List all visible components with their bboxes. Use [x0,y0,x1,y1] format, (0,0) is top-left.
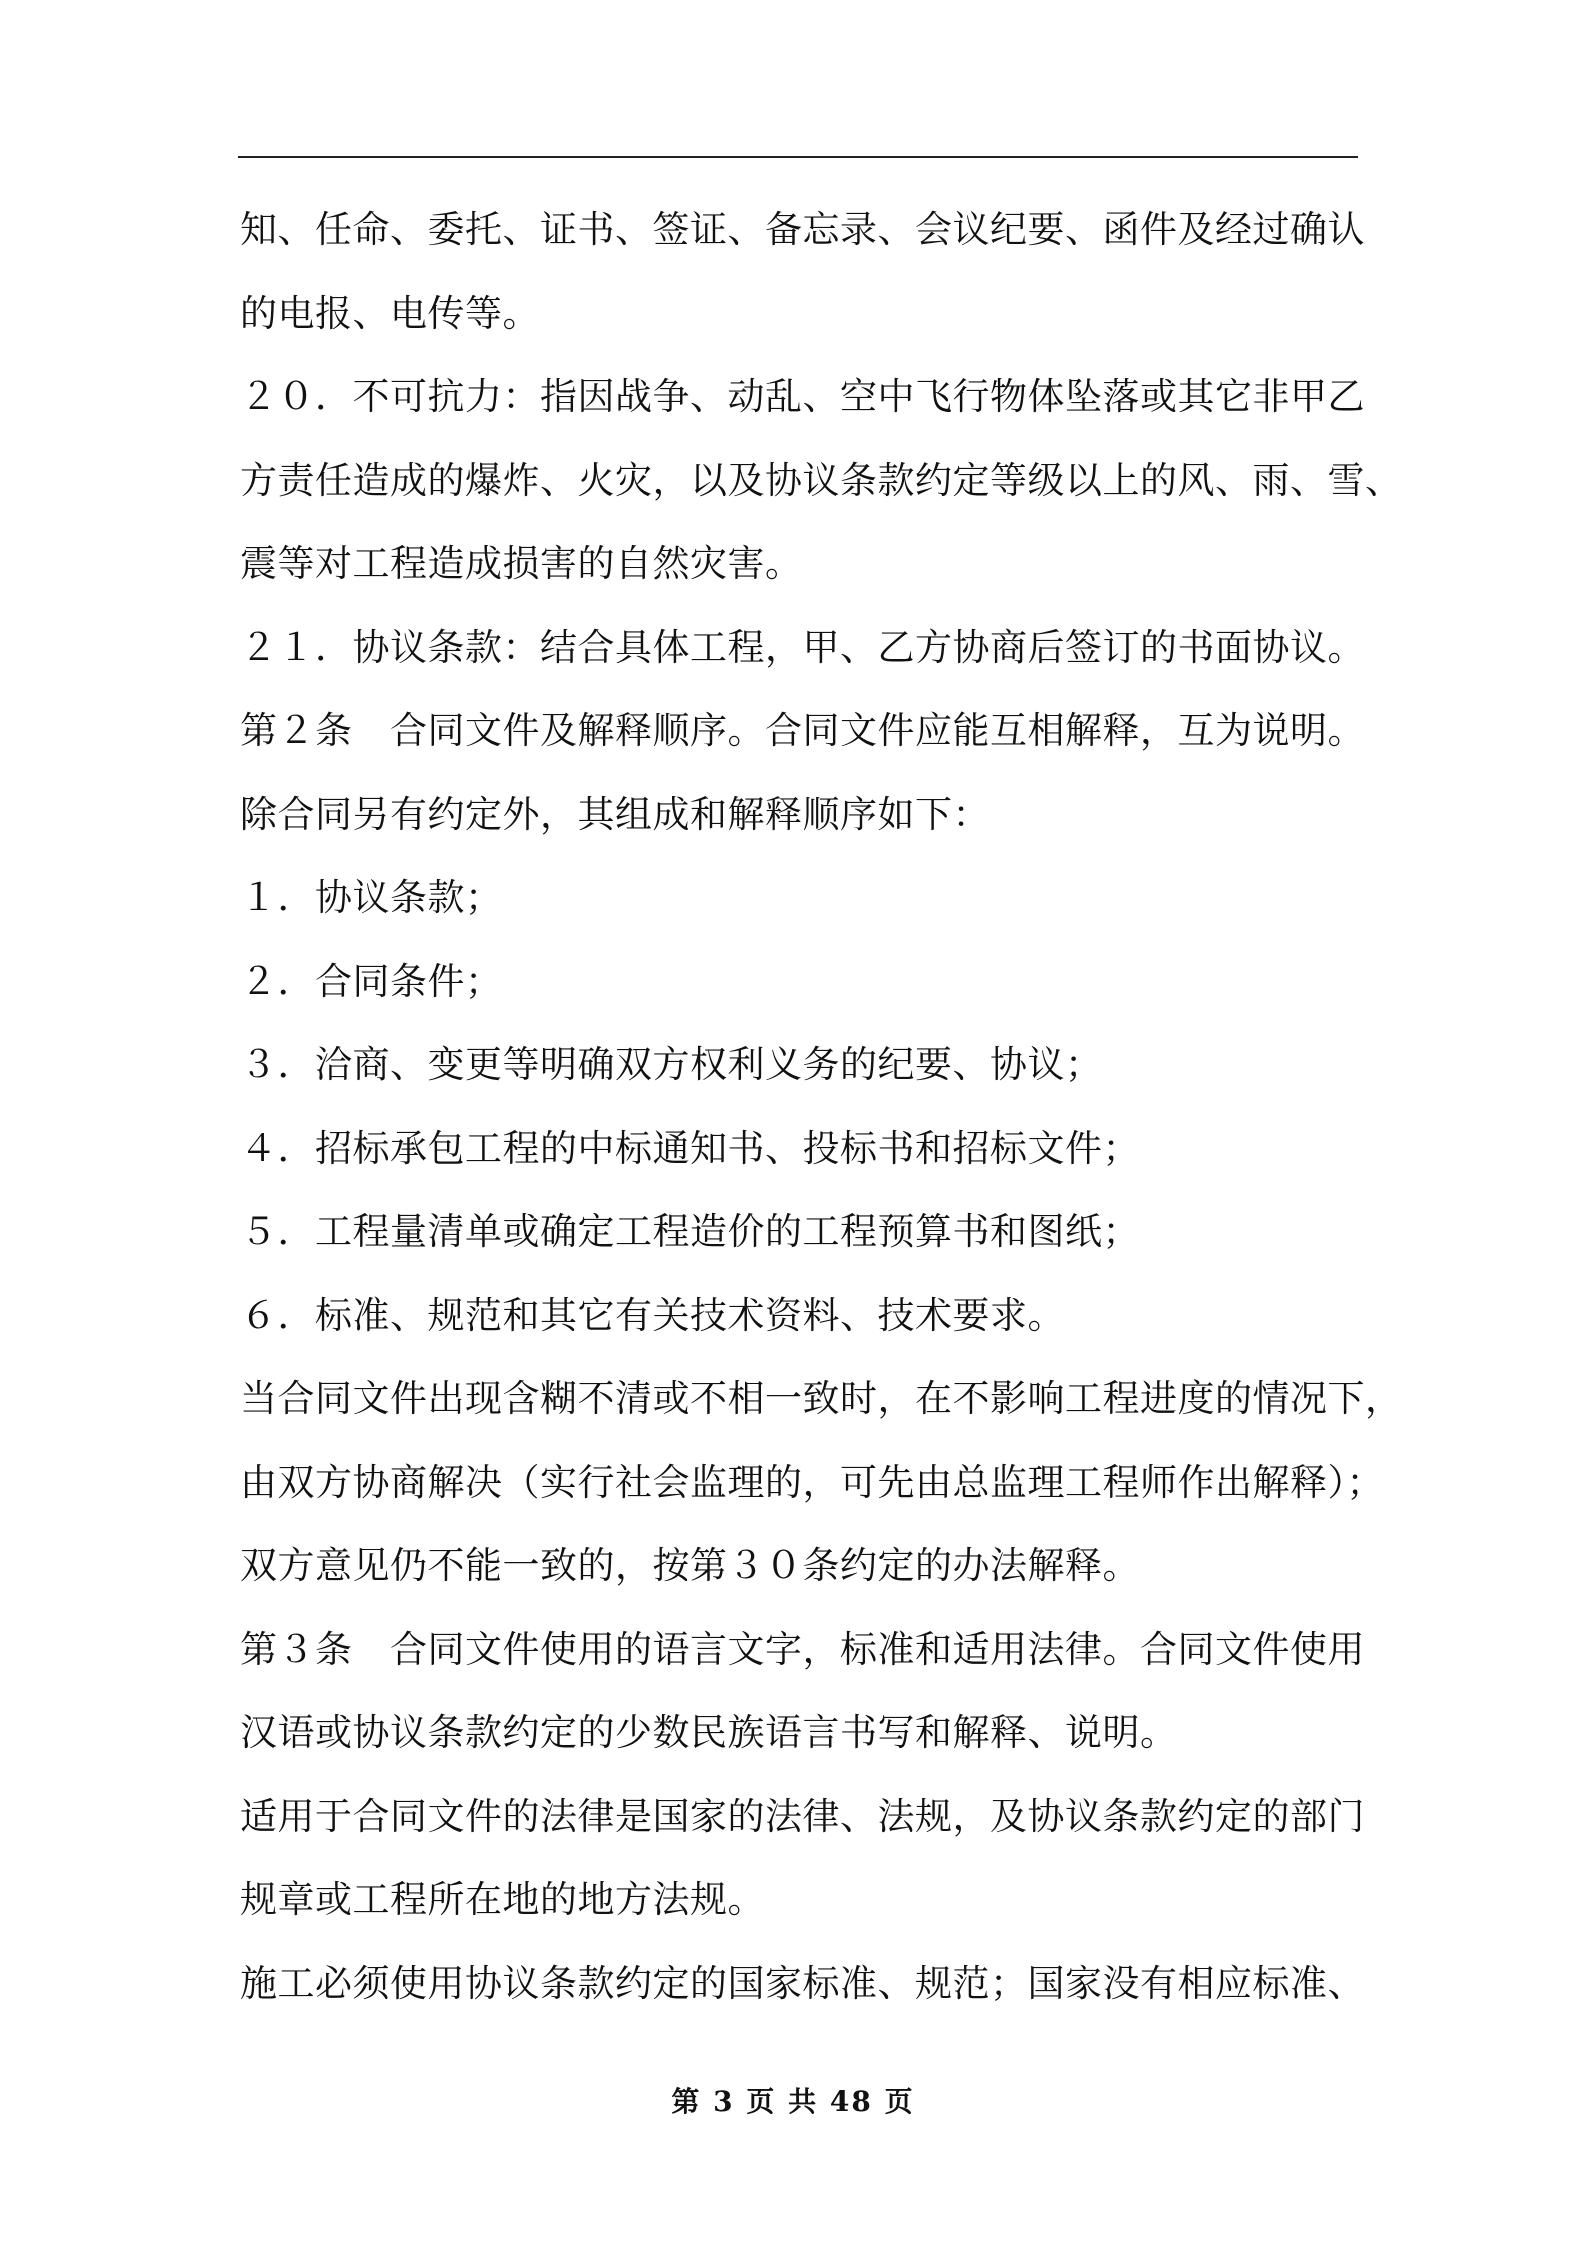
text-line: 规章或工程所在地的地方法规。 [240,1878,765,1921]
text-line: 第３条 合同文件使用的语言文字，标准和适用法律。合同文件使用 [240,1627,1365,1671]
text-line: ３．洽商、变更等明确双方权利义务的纪要、协议； [240,1043,1103,1086]
text-line: 汉语或协议条款约定的少数民族语言书写和解释、说明。 [240,1711,1178,1754]
text-line: 方责任造成的爆炸、火灾，以及协议条款约定等级以上的风、雨、雪、 [240,458,1403,502]
page-number: 第 3 页 共 48 页 [671,2085,915,2118]
text-line: 由双方协商解决（实行社会监理的，可先由总监理工程师作出解释）； [240,1460,1384,1504]
text-line: １．协议条款； [240,876,503,919]
text-line: 施工必须使用协议条款约定的国家标准、规范；国家没有相应标准、 [240,1961,1365,2005]
text-line: ２１．协议条款：结合具体工程，甲、乙方协商后签订的书面协议。 [240,625,1365,669]
text-line: ６．标准、规范和其它有关技术资料、技术要求。 [240,1293,1065,1337]
text-line: 第２条 合同文件及解释顺序。合同文件应能互相解释，互为说明。 [240,709,1365,752]
document-body [240,188,1403,2025]
text-line: 适用于合同文件的法律是国家的法律、法规，及协议条款约定的部门 [240,1794,1365,1838]
text-line: 双方意见仍不能一致的，按第３０条约定的办法解释。 [240,1544,1140,1587]
text-line: ５．工程量清单或确定工程造价的工程预算书和图纸； [240,1210,1140,1253]
text-line: ２．合同条件； [240,959,503,1003]
text-line: 当合同文件出现含糊不清或不相一致时，在不影响工程进度的情况下， [240,1377,1403,1420]
text-line: 知、任命、委托、证书、签证、备忘录、会议纪要、函件及经过确认 [240,208,1365,251]
text-line: ２０．不可抗力：指因战争、动乱、空中飞行物体坠落或其它非甲乙 [240,375,1365,418]
header-rule [238,156,1358,158]
text-line: 震等对工程造成损害的自然灾害。 [240,542,803,585]
text-line: 除合同另有约定外，其组成和解释顺序如下： [240,792,990,836]
text-line: 的电报、电传等。 [240,291,540,335]
text-line: ４．招标承包工程的中标通知书、投标书和招标文件； [240,1126,1140,1170]
